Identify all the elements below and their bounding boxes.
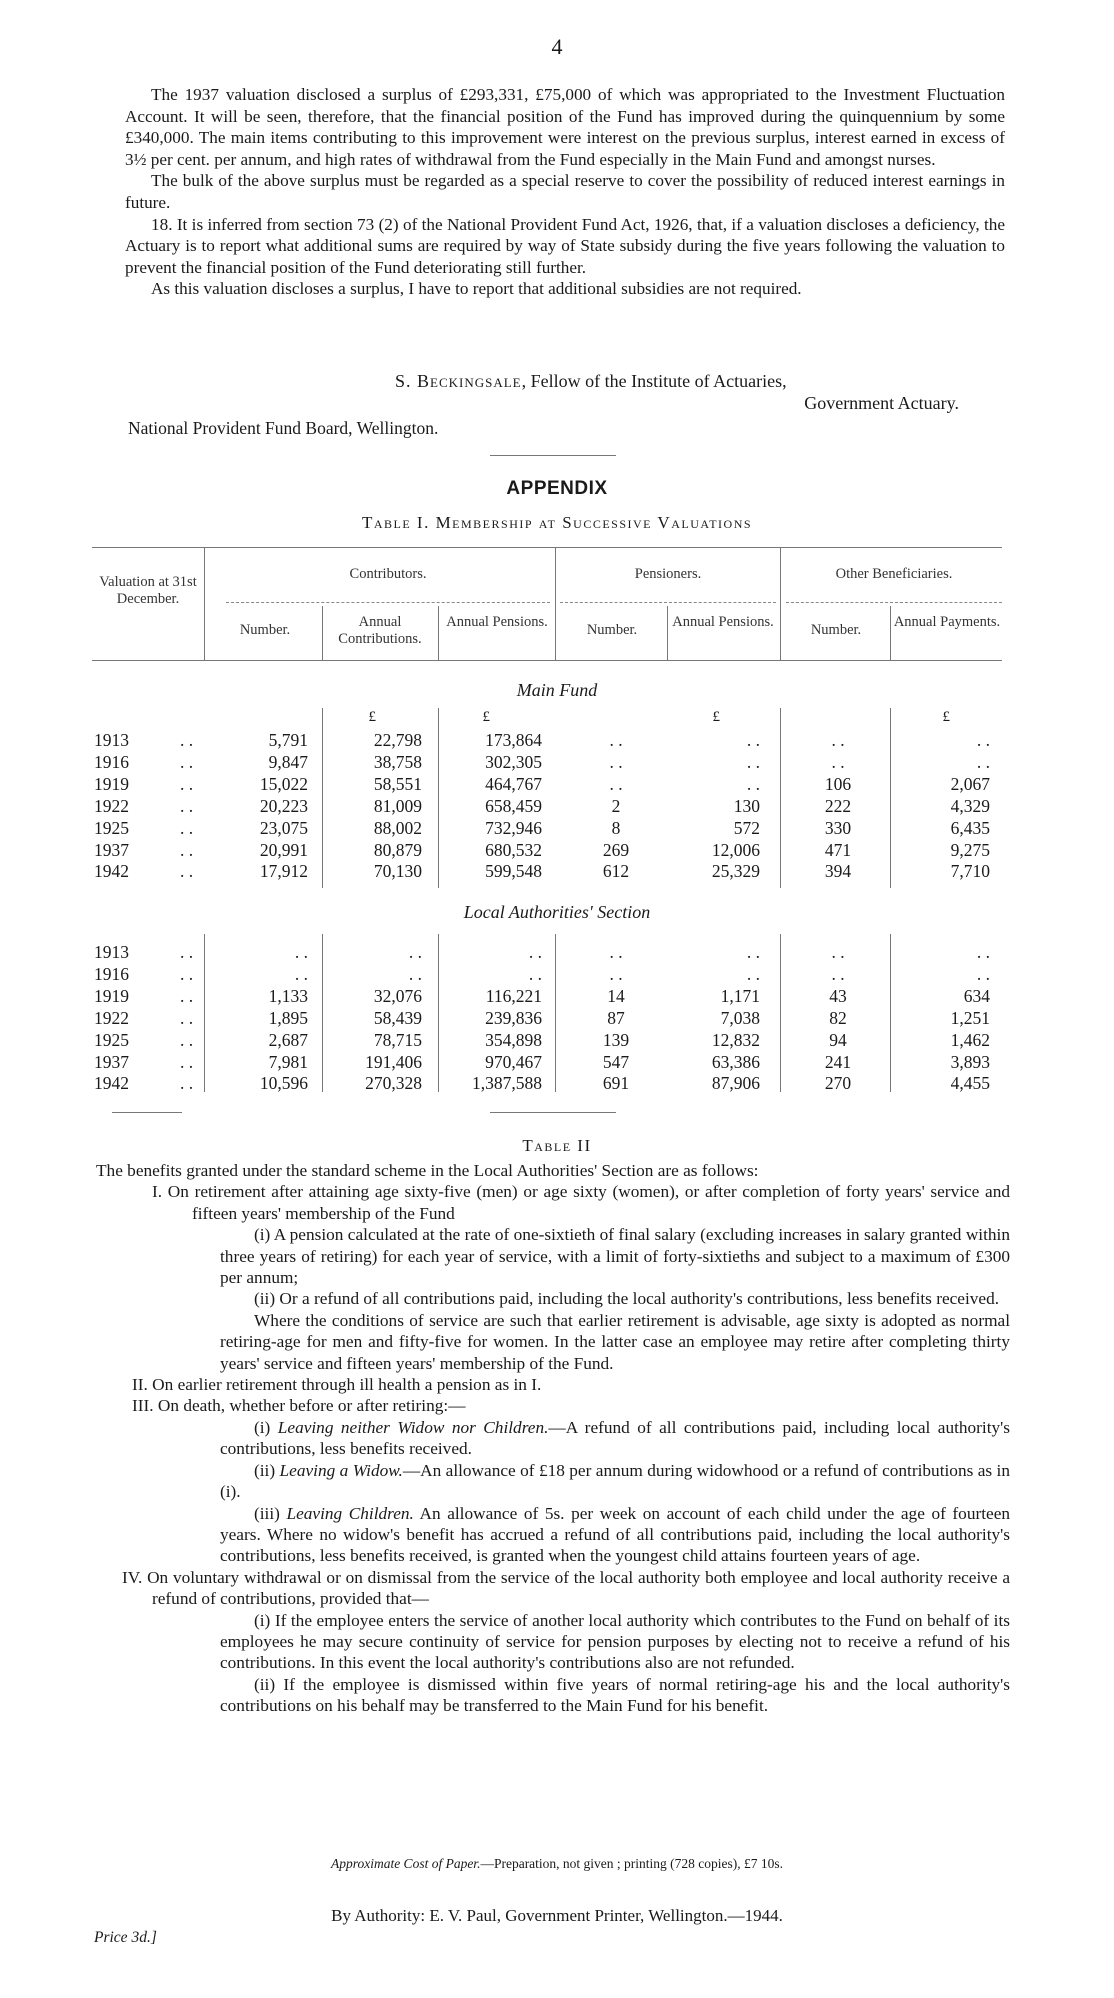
cell-annual-contributions: 32,076 (373, 985, 422, 1006)
row-year: 1937 (94, 1051, 129, 1072)
cell-contrib-number: 17,912 (259, 861, 308, 882)
authority-line: By Authority: E. V. Paul, Government Printer, Wellington.—1944. (331, 1906, 783, 1925)
cell-pensioner-number: 14 (607, 985, 625, 1006)
cell-annual-payments: . . (976, 963, 990, 984)
row-leader: . . (180, 1029, 194, 1050)
cell-contrib-number: 20,223 (259, 795, 308, 816)
cell-pensioner-annual-pensions: 25,329 (711, 861, 760, 882)
cell-other-number: 94 (829, 1029, 847, 1050)
row-year: 1916 (94, 963, 129, 984)
actuary-fellowship: , Fellow of the Institute of Actuaries, (521, 371, 787, 391)
table1-row (0, 1052, 1114, 1074)
col-header-other-number: Number. (810, 622, 862, 638)
cell-annual-payments: 2,067 (950, 773, 990, 794)
table1-header-bottom-rule (92, 660, 1002, 661)
item-number: (i) (254, 1417, 278, 1437)
table1-row (0, 964, 1114, 986)
currency-mark: £ (482, 709, 490, 725)
cell-pensioner-annual-pensions: 572 (733, 817, 760, 838)
row-year: 1942 (94, 861, 129, 882)
price: Price 3d.] (94, 1929, 157, 1946)
cell-annual-contributions: 78,715 (373, 1029, 422, 1050)
table1-row (0, 1073, 1114, 1095)
cell-contrib-annual-pensions: 116,221 (485, 985, 542, 1006)
cost-note (0, 1856, 1114, 1872)
paragraph-valuation-surplus: The 1937 valuation disclosed a surplus of £293,331, £75,000 of which was appropriated to the Investment Fluctuation Account. It will be seen, therefore, that the financial position of the Fund has improved during the quinquennium by some £340,000. The main items contributing to this improvement were interest on the previous surplus, interest earned in excess of 3½ per cent. per annum, and high rates of withdrawal from the Fund especially in the Main Fund and amongst nurses. (125, 85, 1005, 169)
currency-mark: £ (368, 709, 376, 725)
col-divider (204, 548, 205, 660)
cell-annual-contributions: . . (408, 963, 422, 984)
cell-annual-payments: 6,435 (950, 817, 990, 838)
paragraph-conclusion: As this valuation discloses a surplus, I have to report that additional subsidies are not required. (151, 279, 802, 299)
table1-title: Table I. Membership at Successive Valuations (361, 513, 753, 532)
cell-contrib-number: 5,791 (268, 730, 308, 750)
benefit-item-I-note: Where the conditions of service are such that earlier retirement is advisable, age sixty is adopted as normal retiring-age for men and fifty-five for women. In the latter case an employee may retire after completing thirty years' service and fifteen years' membership of the Fund. (220, 1310, 1010, 1373)
col-divider (890, 606, 891, 660)
cell-annual-contributions: 58,439 (373, 1007, 422, 1028)
cell-pensioner-annual-pensions: 1,171 (720, 985, 760, 1006)
currency-mark: £ (942, 709, 950, 725)
cell-contrib-annual-pensions: 658,459 (485, 795, 542, 816)
table1-row (0, 942, 1114, 964)
section-title-local-authorities: Local Authorities' Section (463, 902, 651, 922)
row-year: 1913 (94, 730, 129, 750)
cell-pensioner-annual-pensions: . . (746, 730, 760, 750)
cell-contrib-number: 23,075 (259, 817, 308, 838)
cell-annual-payments: . . (976, 730, 990, 750)
item-body: —An allowance of £18 per annum during widowhood or a refund of contributions as in (i). (220, 1460, 1011, 1502)
cell-other-number: . . (831, 751, 845, 772)
col-header-contrib-number: Number. (239, 622, 291, 638)
cell-annual-payments: 4,455 (950, 1073, 990, 1094)
row-year: 1922 (94, 1007, 129, 1028)
cell-pensioner-annual-pensions: 87,906 (711, 1073, 760, 1094)
row-leader: . . (180, 861, 194, 882)
row-leader: . . (180, 1007, 194, 1028)
group-header-other-beneficiaries: Other Beneficiaries. (835, 566, 953, 582)
cell-contrib-annual-pensions: 464,767 (485, 773, 542, 794)
cell-annual-payments: 7,710 (950, 861, 990, 882)
cell-pensioner-annual-pensions: 12,832 (711, 1029, 760, 1050)
row-leader: . . (180, 1051, 194, 1072)
cell-contrib-annual-pensions: 599,548 (485, 861, 542, 882)
cell-pensioner-annual-pensions: 12,006 (711, 839, 760, 860)
cell-pensioner-number: 269 (602, 839, 630, 860)
benefit-item-III-i (96, 1417, 1010, 1460)
table1-row (0, 774, 1114, 796)
cell-pensioner-number: . . (609, 773, 623, 794)
cell-annual-payments: 1,462 (950, 1029, 990, 1050)
stub-header: Valuation at 31st December. (99, 574, 197, 607)
cell-annual-payments: 9,275 (950, 839, 990, 860)
benefit-item-III: III. On death, whether before or after retiring:— (132, 1396, 466, 1416)
appendix-heading: APPENDIX (506, 478, 608, 499)
cell-pensioner-number: . . (609, 730, 623, 750)
row-leader: . . (180, 985, 194, 1006)
cell-annual-payments: 1,251 (950, 1007, 990, 1028)
table1-row (0, 818, 1114, 840)
cell-annual-contributions: 88,002 (373, 817, 422, 838)
cell-annual-payments: 3,893 (950, 1051, 990, 1072)
actuary-title: Government Actuary. (804, 393, 959, 413)
cell-other-number: . . (831, 963, 845, 984)
signature-block (395, 370, 995, 414)
table1-row (0, 840, 1114, 862)
cell-annual-contributions: 81,009 (373, 795, 422, 816)
cell-contrib-number: . . (294, 963, 308, 984)
cell-pensioner-number: . . (609, 942, 623, 962)
cell-pensioner-annual-pensions: . . (746, 963, 760, 984)
item-heading: Leaving a Widow. (279, 1460, 403, 1480)
benefit-item-I-ii: (ii) Or a refund of all contributions paid, including the local authority's contributions, less benefits received. (254, 1289, 1000, 1309)
cell-other-number: 330 (824, 817, 852, 838)
cell-annual-contributions: 270,328 (365, 1073, 422, 1094)
cell-other-number: 241 (824, 1051, 852, 1072)
intro-text (125, 84, 1005, 300)
cell-other-number: 222 (824, 795, 852, 816)
row-leader: . . (180, 730, 194, 750)
cost-note-label: Approximate Cost of Paper. (330, 1856, 481, 1871)
benefit-item-IV: IV. On voluntary withdrawal or on dismissal from the service of the local authority both employee and local authority receive a refund of contributions, provided that— (122, 1567, 1010, 1609)
table1-row (0, 1030, 1114, 1052)
cell-contrib-number: 10,596 (259, 1073, 308, 1094)
row-leader: . . (180, 773, 194, 794)
group-header-pensioners: Pensioners. (634, 566, 702, 582)
cell-other-number: 270 (824, 1073, 852, 1094)
row-leader: . . (180, 963, 194, 984)
item-heading: Leaving neither Widow nor Children. (277, 1417, 549, 1437)
cell-contrib-annual-pensions: 680,532 (485, 839, 542, 860)
cell-annual-payments: 4,329 (950, 795, 990, 816)
divider-rule (490, 455, 616, 456)
cell-pensioner-number: . . (609, 963, 623, 984)
cell-contrib-number: 20,991 (259, 839, 308, 860)
item-number: (ii) (254, 1460, 280, 1480)
cell-annual-contributions: . . (408, 942, 422, 962)
group-header-contributors: Contributors. (349, 566, 427, 582)
table1-row (0, 986, 1114, 1008)
cell-contrib-annual-pensions: 1,387,588 (472, 1073, 542, 1094)
benefit-item-III-ii (96, 1460, 1010, 1503)
row-leader: . . (180, 942, 194, 962)
cell-other-number: 82 (829, 1007, 847, 1028)
cell-contrib-annual-pensions: 354,898 (485, 1029, 542, 1050)
row-year: 1942 (94, 1073, 129, 1094)
cell-annual-contributions: 58,551 (373, 773, 422, 794)
col-header-annual-contributions: Annual Contributions. (338, 614, 422, 647)
cell-contrib-annual-pensions: 239,836 (485, 1007, 542, 1028)
item-body: —A refund of all contributions paid, including local authority's contributions, less benefits received. (220, 1417, 1011, 1459)
row-year: 1919 (94, 773, 129, 794)
cell-contrib-number: . . (294, 942, 308, 962)
cell-pensioner-number: 612 (602, 861, 630, 882)
benefit-item-I: I. On retirement after attaining age sixty-five (men) or age sixty (women), or after completion of forty years' service and fifteen years' membership of the Fund (152, 1182, 1010, 1223)
row-year: 1916 (94, 751, 129, 772)
benefit-item-III-iii (96, 1503, 1010, 1567)
cell-annual-contributions: 191,406 (365, 1051, 422, 1072)
cell-other-number: . . (831, 730, 845, 750)
cell-contrib-annual-pensions: 970,467 (485, 1051, 542, 1072)
cell-pensioner-number: 139 (602, 1029, 630, 1050)
cell-contrib-annual-pensions: . . (528, 942, 542, 962)
col-header-pensioner-number: Number. (586, 622, 638, 638)
item-heading: Leaving Children. (286, 1503, 414, 1523)
col-header-annual-payments: Annual Payments. (893, 614, 1001, 630)
cell-contrib-number: 2,687 (268, 1029, 308, 1050)
cell-pensioner-annual-pensions: . . (746, 751, 760, 772)
cell-annual-contributions: 22,798 (373, 730, 422, 750)
benefit-item-IV-ii: (ii) If the employee is dismissed within five years of normal retiring-age his and the local authority's contributions on his behalf may be transferred to the Main Fund for his benefit. (220, 1674, 1010, 1716)
row-leader: . . (180, 839, 194, 860)
table-end-rule (490, 1112, 616, 1113)
col-header-pensioner-annual-pensions: Annual Pensions. (672, 614, 774, 630)
col-divider (667, 606, 668, 660)
cell-other-number: . . (831, 942, 845, 962)
cell-contrib-number: 9,847 (268, 751, 308, 772)
table1-row (0, 1008, 1114, 1030)
cell-annual-payments: . . (976, 942, 990, 962)
cell-annual-payments: . . (976, 751, 990, 772)
section-title-main-fund: Main Fund (516, 680, 598, 700)
cell-other-number: 394 (824, 861, 852, 882)
row-year: 1922 (94, 795, 129, 816)
board-address: National Provident Fund Board, Wellington. (128, 418, 439, 438)
benefit-item-IV-i: (i) If the employee enters the service of another local authority which contributes to the Fund on behalf of its employees he may secure continuity of service for pension purposes by electing not to receive a refund of his contributions. In this event the local authority's contributions also are not refunded. (220, 1610, 1010, 1673)
cell-annual-contributions: 70,130 (373, 861, 422, 882)
row-leader: . . (180, 1073, 194, 1094)
col-header-contrib-annual-pensions: Annual Pensions. (446, 614, 548, 630)
cell-pensioner-number: 8 (611, 817, 621, 838)
paragraph-section-18: 18. It is inferred from section 73 (2) of the National Provident Fund Act, 1926, that, if a valuation discloses a deficiency, the Actuary is to report what additional sums are required by way of State subsidy during the five years following the valuation to prevent the financial position of the Fund deteriorating still further. (125, 214, 1005, 277)
table2-title: Table II (522, 1136, 592, 1155)
item-body: An allowance of 5s. per week on account of each child under the age of fourteen years. Where no widow's benefit has accrued a refund of all contributions paid, including the local authority's contributions, less benefits received, is granted when the youngest child attains fourteen years of age. (220, 1503, 1010, 1566)
cell-pensioner-annual-pensions: . . (746, 773, 760, 794)
cell-contrib-number: 7,981 (268, 1051, 308, 1072)
cell-contrib-annual-pensions: . . (528, 963, 542, 984)
benefits-text (96, 1160, 1010, 1717)
signature-line-1 (395, 370, 995, 392)
cell-pensioner-annual-pensions: 63,386 (711, 1051, 760, 1072)
cell-pensioner-number: 2 (611, 795, 621, 816)
cell-other-number: 471 (824, 839, 852, 860)
benefit-item-I-i: (i) A pension calculated at the rate of one-sixtieth of final salary (excluding increases in salary granted within three years of retiring) for each year of service, with a limit of forty-sixtieths and subject to a maximum of £300 per annum; (220, 1225, 1010, 1288)
col-divider (322, 606, 323, 660)
pensioners-underline (560, 602, 776, 603)
col-divider (438, 606, 439, 660)
row-year: 1925 (94, 817, 129, 838)
cell-contrib-annual-pensions: 732,946 (485, 817, 542, 838)
cell-pensioner-number: . . (609, 751, 623, 772)
cell-contrib-number: 1,133 (268, 985, 308, 1006)
row-year: 1913 (94, 942, 129, 962)
table1-row (0, 752, 1114, 774)
cost-note-text: —Preparation, not given ; printing (728 copies), £7 10s. (480, 1856, 784, 1871)
cell-contrib-number: 1,895 (268, 1007, 308, 1028)
cell-other-number: 106 (824, 773, 852, 794)
cell-other-number: 43 (829, 985, 847, 1006)
col-divider (780, 548, 781, 660)
contributors-underline (226, 602, 550, 603)
page-number: 4 (551, 34, 563, 59)
table1-bottom-rule (112, 1112, 182, 1113)
currency-mark: £ (712, 709, 720, 725)
row-year: 1919 (94, 985, 129, 1006)
row-leader: . . (180, 817, 194, 838)
cell-contrib-annual-pensions: 302,305 (485, 751, 542, 772)
other-beneficiaries-underline (786, 602, 1002, 603)
cell-pensioner-number: 87 (607, 1007, 625, 1028)
row-leader: . . (180, 795, 194, 816)
table1-row (0, 796, 1114, 818)
table1-row (0, 861, 1114, 883)
table1-top-rule (92, 547, 1002, 548)
cell-pensioner-annual-pensions: 130 (733, 795, 760, 816)
col-divider (555, 548, 556, 660)
cell-pensioner-annual-pensions: 7,038 (720, 1007, 760, 1028)
cell-annual-contributions: 80,879 (373, 839, 422, 860)
actuary-name: S. Beckingsale (395, 371, 522, 391)
paragraph-special-reserve: The bulk of the above surplus must be regarded as a special reserve to cover the possibility of reduced interest earnings in future. (125, 171, 1005, 212)
cell-contrib-annual-pensions: 173,864 (485, 730, 542, 750)
row-leader: . . (180, 751, 194, 772)
cell-annual-contributions: 38,758 (373, 751, 422, 772)
cell-pensioner-annual-pensions: . . (746, 942, 760, 962)
cell-annual-payments: 634 (963, 985, 990, 1006)
table1-row (0, 730, 1114, 752)
row-year: 1937 (94, 839, 129, 860)
item-number: (iii) (254, 1503, 287, 1523)
cell-pensioner-number: 547 (602, 1051, 630, 1072)
cell-pensioner-number: 691 (602, 1073, 630, 1094)
cell-contrib-number: 15,022 (259, 773, 308, 794)
benefit-item-II: II. On earlier retirement through ill health a pension as in I. (132, 1375, 542, 1395)
row-year: 1925 (94, 1029, 129, 1050)
benefits-intro: The benefits granted under the standard scheme in the Local Authorities' Section are as follows: (96, 1161, 759, 1180)
